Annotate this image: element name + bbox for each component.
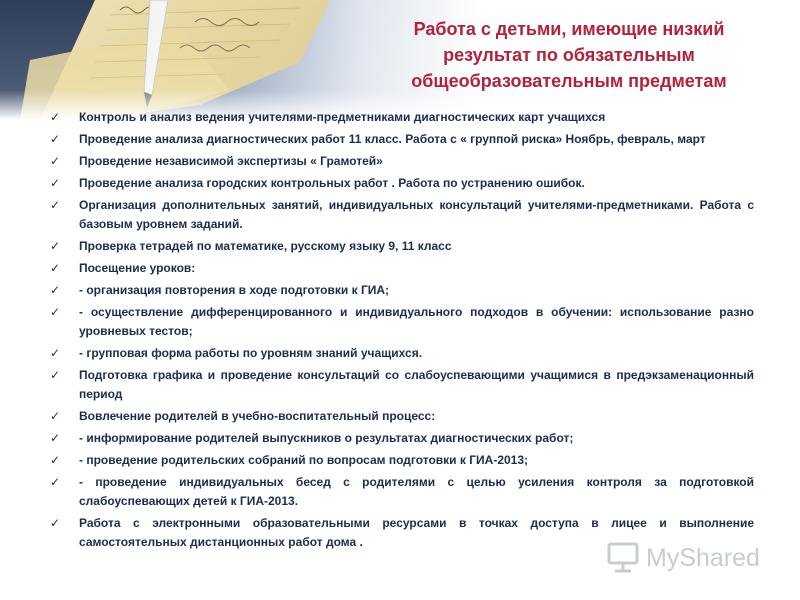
list-item-text: Посещение уроков: [79,261,196,275]
list-item [50,196,754,234]
checkmark-icon: ✓ [50,409,61,423]
list-item-text: - организация повторения в ходе подготовки к ГИА; [79,283,390,297]
slide-title [392,16,746,94]
list-item [50,407,754,426]
checkmark-icon: ✓ [50,239,61,253]
list-item [50,108,754,127]
list-item-text: Проведение анализа городских контрольных работ . Работа по устранению ошибок. [79,176,585,190]
list-item [50,259,754,278]
checkmark-icon: ✓ [50,110,61,124]
checkmark-icon: ✓ [50,176,61,190]
list-item-text: Организация дополнительных занятий, индивидуальных консультаций учителями-предметниками. Работа с базовым уровнем заданий. [79,198,754,231]
checkmark-icon: ✓ [50,368,61,382]
list-item-text: - информирование родителей выпускников о результатах диагностических работ; [79,431,574,445]
checkmark-icon: ✓ [50,198,61,212]
presentation-screen-icon [606,540,640,574]
checklist [50,108,754,555]
list-item [50,281,754,300]
list-item-text: Проверка тетрадей по математике, русскому языку 9, 11 класс [79,239,452,253]
title-line-2: результат по обязательным [443,45,695,65]
list-item-text: Проведение независимой экспертизы « Грамотей» [79,154,383,168]
list-item-text: Подготовка графика и проведение консультаций со слабоуспевающими учащимися в предэкзаменационный период [79,368,754,401]
list-item [50,366,754,404]
list-item [50,303,754,341]
list-item-text: - групповая форма работы по уровням знаний учащихся. [79,346,423,360]
list-item-text: Контроль и анализ ведения учителями-предметниками диагностических карт учащихся [79,110,606,124]
list-item [50,152,754,171]
list-item-text: - проведение родительских собраний по вопросам подготовки к ГИА-2013; [79,453,529,467]
list-item [50,429,754,448]
list-item-text: - осуществление дифференцированного и индивидуального подходов в обучении: использование разно уровневых тестов; [79,305,754,338]
list-item [50,473,754,511]
checkmark-icon: ✓ [50,305,61,319]
checkmark-icon: ✓ [50,475,61,489]
list-item [50,174,754,193]
watermark-text: MyShared [646,544,760,572]
list-item-text: Вовлечение родителей в учебно-воспитательный процесс: [79,409,436,423]
checkmark-icon: ✓ [50,516,61,530]
checkmark-icon: ✓ [50,283,61,297]
list-item-text: Работа с электронными образовательными ресурсами в точках доступа в лицее и выполнение самостоятельных дистанционных работ дома . [79,516,754,549]
watermark [606,536,776,580]
list-item-text: - проведение индивидуальных бесед с родителями с целью усиления контроля за подготовкой слабоуспевающих детей к ГИА-2013. [79,475,754,508]
list-item-text: Проведение анализа диагностических работ 11 класс. Работа с « группой риска» Ноябрь, февраль, март [79,132,706,146]
list-item [50,344,754,363]
list-item [50,451,754,470]
title-line-1: Работа с детьми, имеющие низкий [413,19,725,39]
checkmark-icon: ✓ [50,453,61,467]
checkmark-icon: ✓ [50,132,61,146]
list-item [50,237,754,256]
checkmark-icon: ✓ [50,431,61,445]
checkmark-icon: ✓ [50,154,61,168]
checkmark-icon: ✓ [50,261,61,275]
title-line-3: общеобразовательным предметам [411,71,727,91]
checkmark-icon: ✓ [50,346,61,360]
list-item [50,130,754,149]
